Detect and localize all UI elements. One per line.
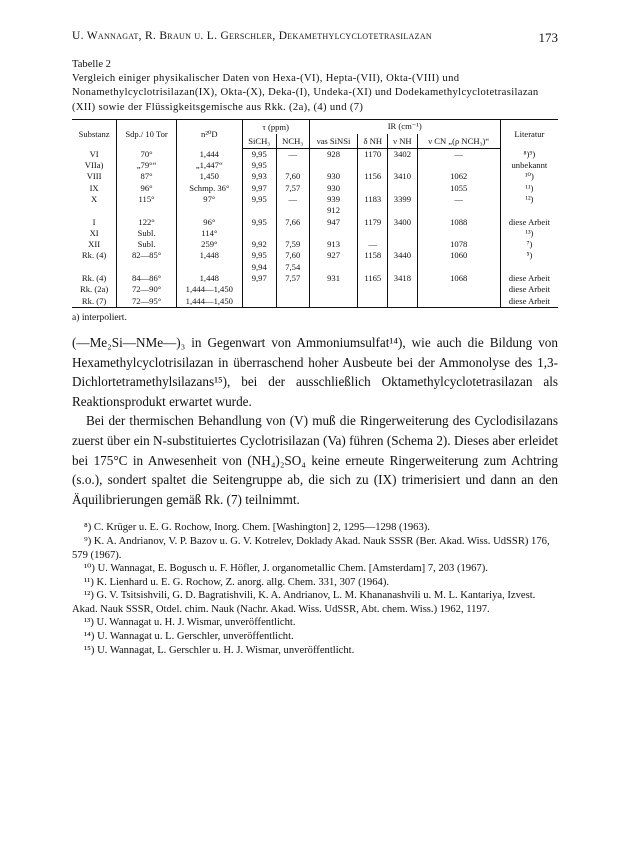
table-cell: 7,60 — [276, 171, 309, 182]
table-cell: ¹²) — [500, 194, 558, 205]
table-cell: 9,93 — [242, 171, 276, 182]
table-row — [72, 171, 558, 182]
reference-text: U. Wannagat u. H. J. Wismar, unveröffentlicht. — [96, 617, 296, 629]
table-cell: 9,95 — [242, 217, 276, 228]
reference-item — [72, 521, 558, 535]
table-cell: 3400 — [388, 217, 418, 228]
table-cell — [417, 160, 500, 171]
table-cell: 9,97 — [242, 273, 276, 284]
col-header-vcn: ν CN „(ρ NCH₃)“ — [417, 134, 500, 149]
table-cell: 259° — [176, 239, 242, 250]
table-cell: Rk. (7) — [72, 296, 117, 308]
table-cell: XI — [89, 227, 99, 238]
col-header-nd: n²⁰D — [176, 119, 242, 148]
table-cell: diese Arbeit — [500, 296, 558, 308]
table-cell — [117, 262, 177, 273]
table-cell: VIIa) — [84, 160, 104, 171]
table-cell — [388, 205, 418, 216]
table-body — [72, 148, 558, 307]
table-caption — [72, 58, 558, 115]
table-cell — [388, 296, 418, 308]
reference-text: U. Wannagat u. L. Gerschler, unveröffentlicht. — [97, 631, 294, 643]
table-cell: 7,59 — [276, 239, 309, 250]
table-cell — [276, 296, 309, 308]
table-cell: 1,444 — [176, 148, 242, 160]
table-caption-text: Vergleich einiger physikalischer Daten von Hexa-(VI), Hepta-(VII), Okta-(VIII) und Nonamethylcyclotrisilazan(IX), Okta-(X), Deka-(I), Undeka-(XI) und Dodekamethylcyclotetrasilazan (XII) sowie der Flüssigkeitsgemische aus Rkk. (2a), (4) und (7) — [72, 73, 539, 113]
table-cell: Rk. (4) — [81, 250, 107, 261]
table-cell: 930 — [309, 171, 358, 182]
body-text — [72, 333, 558, 509]
table-cell: ⁸)⁹) — [500, 148, 558, 160]
table-cell: 1,444—1,450 — [176, 284, 242, 295]
reference-item — [72, 630, 558, 644]
table-cell: 9,97 — [242, 183, 276, 194]
reference-text: G. V. Tsitsishvili, G. D. Bagratishvili, K. A. Andrianov, L. M. Khananashvili u. M. L. Kantariya, Izvest. Akad. Nauk SSSR, Otdel. chim. Nauk (Nachr. Akad. Wiss. UdSSR, Abt. chem. Wiss.) 1962, 1197. — [72, 590, 536, 615]
table-cell: 1078 — [417, 239, 500, 250]
col-header-tau: τ (ppm) — [242, 119, 309, 134]
reference-item — [72, 576, 558, 590]
table-cell: 1,448 — [176, 273, 242, 284]
table-cell — [276, 160, 309, 171]
reference-item — [72, 562, 558, 576]
table-cell: 9,95 — [242, 148, 276, 160]
table-cell — [242, 284, 276, 295]
reference-text: C. Krüger u. E. G. Rochow, Inorg. Chem. [Washington] 2, 1295—1298 (1963). — [93, 522, 430, 534]
col-header-substanz: Substanz — [72, 119, 117, 148]
table-cell: 1183 — [358, 194, 388, 205]
table-row — [72, 148, 558, 160]
table-cell — [276, 228, 309, 239]
table-cell — [388, 239, 418, 250]
page — [72, 30, 558, 657]
table-cell — [176, 205, 242, 216]
col-header-vas: νas SiNSi — [309, 134, 358, 149]
table-cell — [500, 262, 558, 273]
table-cell: unbekannt — [500, 160, 558, 171]
table-cell: 3418 — [388, 273, 418, 284]
table-cell — [358, 205, 388, 216]
table-cell — [417, 228, 500, 239]
table-row — [72, 194, 558, 205]
table-cell: „1,447“ — [176, 160, 242, 171]
table-cell — [417, 296, 500, 308]
col-header-literatur: Literatur — [500, 119, 558, 148]
table-cell: diese Arbeit — [500, 273, 558, 284]
table-cell: 931 — [309, 273, 358, 284]
table-cell — [358, 262, 388, 273]
table-cell: 115° — [117, 194, 177, 205]
col-header-dnh: δ NH — [358, 134, 388, 149]
reference-item — [72, 644, 558, 658]
table-cell: 1068 — [417, 273, 500, 284]
table-cell — [309, 160, 358, 171]
table-cell — [309, 228, 358, 239]
table-cell: 913 — [309, 239, 358, 250]
table-cell — [309, 262, 358, 273]
paragraph-1: (—Me₂Si—NMe—)₃ in Gegenwart von Ammoniumsulfat¹⁴), wie auch die Bildung von Hexamethylcyclotrisilazan in überraschend hoher Ausbeute bei der Ammonolyse des 1,3-Dichlortetramethylsilazans¹⁵), bei der ausschließlich Oktamethylcyclotetrasilazan als Reaktionsprodukt erwartet wurde. — [72, 334, 558, 409]
table-cell — [417, 262, 500, 273]
table-cell: diese Arbeit — [500, 284, 558, 295]
table-cell: Subl. — [117, 228, 177, 239]
table-cell: 1,444—1,450 — [176, 296, 242, 308]
table-cell: 7,66 — [276, 217, 309, 228]
table-cell: 1,450 — [176, 171, 242, 182]
table-row — [72, 183, 558, 194]
table-cell: VI — [89, 148, 99, 159]
table-cell: 1156 — [358, 171, 388, 182]
col-header-sdp: Sdp./ 10 Tor — [117, 119, 177, 148]
table-cell: 3410 — [388, 171, 418, 182]
table-cell — [388, 284, 418, 295]
table-cell — [117, 205, 177, 216]
table-label: Tabelle 2 — [72, 59, 111, 70]
table-cell: VIII — [86, 171, 102, 182]
table-row — [72, 160, 558, 171]
table-cell: — — [276, 194, 309, 205]
table-row — [72, 239, 558, 250]
table-cell: — — [417, 148, 500, 160]
table-row — [72, 273, 558, 284]
table-cell: 1165 — [358, 273, 388, 284]
table-cell — [358, 183, 388, 194]
table-cell — [309, 284, 358, 295]
table-cell: diese Arbeit — [500, 217, 558, 228]
table-cell: Subl. — [117, 239, 177, 250]
reference-item — [72, 535, 558, 562]
table-cell: 9,94 — [242, 262, 276, 273]
table-cell — [358, 284, 388, 295]
table-row — [72, 284, 558, 295]
reference-number: ¹⁰) — [84, 563, 95, 575]
table-cell: X — [90, 194, 98, 204]
table-cell: 947 — [309, 217, 358, 228]
table-cell: 72—95° — [117, 296, 177, 308]
table-cell: — — [417, 194, 500, 205]
table-cell: ¹¹) — [500, 183, 558, 194]
table-cell: 3402 — [388, 148, 418, 160]
table-cell: 1158 — [358, 250, 388, 261]
table-cell — [358, 160, 388, 171]
table-cell — [276, 284, 309, 295]
table-cell: 1088 — [417, 217, 500, 228]
table-cell: I — [92, 216, 96, 227]
reference-text: K. A. Andrianov, V. P. Bazov u. G. V. Kotrelev, Doklady Akad. Nauk SSSR (Ber. Akad. Wiss. UdSSR) 176, 579 (1967). — [72, 535, 550, 561]
table-cell: Schmp. 36° — [176, 183, 242, 194]
table-cell: 928 — [309, 148, 358, 160]
table-cell: — — [358, 239, 388, 250]
table-cell: Rk. (4) — [81, 273, 107, 284]
table-cell: 3399 — [388, 194, 418, 205]
table-cell: 927 — [309, 250, 358, 261]
reference-text: U. Wannagat, E. Bogusch u. F. Höfler, J. organometallic Chem. [Amsterdam] 7, 203 (1967). — [97, 563, 488, 575]
paragraph-2: Bei der thermischen Behandlung von (V) muß die Ringerweiterung des Cyclodisilazans zuerst über ein N-substituiertes Cyclotrisilazan (Va) führen (Schema 2). Dieses aber erleidet bei 175°C in Anwesenheit von (NH₄)₂SO₄ keine erneute Ringerweiterung zum Achtring (s.o.), sondert spaltet die Seitengruppe ab, die sich zu (IX) trimerisiert und dann an den Äquilibrierungen gemäß Rk. (7) teilnimmt. — [72, 413, 558, 507]
table-cell: 9,95 — [242, 194, 276, 205]
table-cell — [388, 183, 418, 194]
reference-item — [72, 616, 558, 630]
table-cell — [242, 296, 276, 308]
table-cell — [417, 205, 500, 216]
table-cell — [72, 205, 117, 216]
table-cell: 7,57 — [276, 183, 309, 194]
table-cell: 87° — [117, 171, 177, 182]
table-cell — [72, 262, 117, 273]
table-cell: 939 — [309, 194, 358, 205]
table-cell — [388, 228, 418, 239]
reference-number: ⁸) — [84, 522, 92, 534]
reference-text: K. Lienhard u. E. G. Rochow, Z. anorg. allg. Chem. 331, 307 (1964). — [96, 576, 390, 588]
table-cell — [309, 296, 358, 308]
table-cell: 96° — [117, 183, 177, 194]
table-row — [72, 262, 558, 273]
col-header-vnh: ν NH — [388, 134, 418, 149]
table-cell — [242, 228, 276, 239]
reference-number: ¹⁴) — [84, 631, 95, 643]
table-footnote: a) interpoliert. — [72, 311, 127, 323]
table-cell: 96° — [176, 217, 242, 228]
table-cell: 1062 — [417, 171, 500, 182]
table-cell: — — [276, 148, 309, 160]
table-cell — [388, 262, 418, 273]
table-cell: 70° — [117, 148, 177, 160]
reference-number: ¹⁵) — [84, 644, 95, 656]
table-cell — [276, 205, 309, 216]
col-header-nch3: NCH₃ — [276, 134, 309, 149]
table-cell: ⁵) — [500, 250, 558, 261]
table-cell — [358, 228, 388, 239]
table-cell — [417, 284, 500, 295]
reference-number: ⁹) — [84, 535, 92, 547]
table-cell: 930 — [309, 183, 358, 194]
running-header — [72, 30, 558, 52]
table-cell — [388, 160, 418, 171]
table-cell — [358, 296, 388, 308]
table-cell: 7,54 — [276, 262, 309, 273]
table-cell: 1,448 — [176, 250, 242, 261]
table-cell: XII — [88, 239, 101, 250]
table-cell: ⁷) — [500, 239, 558, 250]
table-row — [72, 250, 558, 261]
table-cell: 1179 — [358, 217, 388, 228]
table-cell: 9,95 — [242, 160, 276, 171]
table-cell: 122° — [117, 217, 177, 228]
table-cell: 9,92 — [242, 239, 276, 250]
table-cell — [176, 262, 242, 273]
table-cell: Rk. (2a) — [80, 284, 109, 295]
table-cell: 912 — [309, 205, 358, 216]
table-cell: 7,60 — [276, 250, 309, 261]
table-cell: 1060 — [417, 250, 500, 261]
table-cell: 3440 — [388, 250, 418, 261]
references — [72, 521, 558, 657]
table-row — [72, 296, 558, 308]
table-cell — [500, 205, 558, 216]
col-header-ir: IR (cm⁻¹) — [309, 119, 500, 134]
reference-text: U. Wannagat, L. Gerschler u. H. J. Wismar, unveröffentlicht. — [97, 644, 355, 656]
table-cell: 9,95 — [242, 250, 276, 261]
table-cell: 7,57 — [276, 273, 309, 284]
table-cell: 72—90° — [117, 284, 177, 295]
table-cell: 1055 — [417, 183, 500, 194]
data-table — [72, 119, 558, 308]
reference-item — [72, 589, 558, 616]
page-number: 173 — [538, 30, 558, 45]
reference-number: ¹³) — [84, 617, 94, 629]
table-cell: ¹³) — [500, 228, 558, 239]
table-cell: IX — [89, 182, 99, 193]
table-row — [72, 205, 558, 216]
table-cell: 82—85° — [117, 250, 177, 261]
table-cell: 1170 — [358, 148, 388, 160]
table-cell: „79°“ — [117, 160, 177, 171]
running-header-authors: U. Wannagat, R. Braun u. L. Gerschler, Dekamethylcyclotetrasilazan — [72, 30, 432, 42]
table-row — [72, 217, 558, 228]
table-cell: 84—86° — [117, 273, 177, 284]
reference-number: ¹²) — [84, 590, 94, 602]
table-cell: 97° — [176, 194, 242, 205]
table-cell: 114° — [176, 228, 242, 239]
col-header-sich3: SiCH₃ — [242, 134, 276, 149]
reference-number: ¹¹) — [84, 576, 94, 588]
table-cell: ¹⁰) — [500, 171, 558, 182]
table-cell — [242, 205, 276, 216]
table-row — [72, 228, 558, 239]
